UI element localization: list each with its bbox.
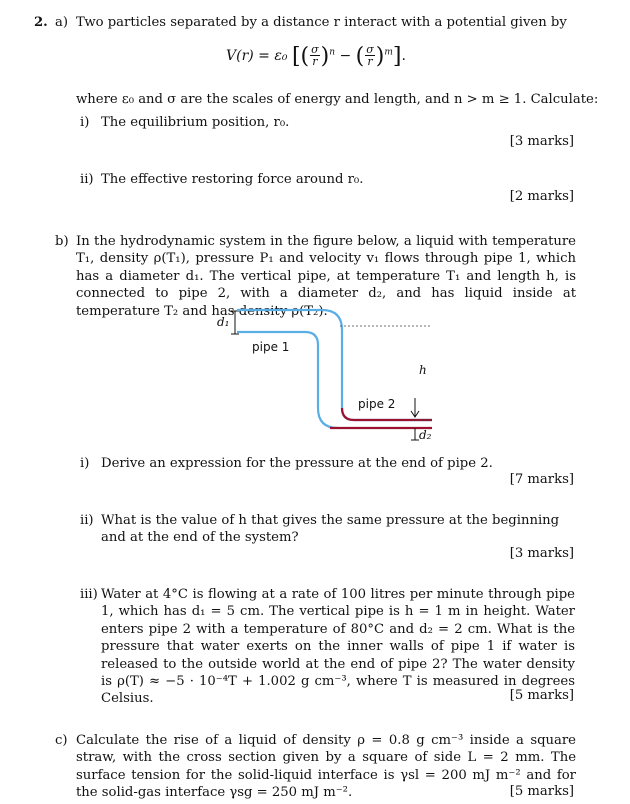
part-a-ii-text: The effective restoring force around r₀. — [101, 172, 364, 187]
part-b-iii-label: iii) — [80, 587, 98, 602]
part-b-ii-text: What is the value of h that gives the same pressure at the beginning and at the end of the system? — [101, 513, 560, 546]
potential-formula: V(r) = ε₀ [( $\frac{\sigma}{r}$ )$^n$ − ( $\frac{\sigma}{r}$ )$^m$]. — [226, 43, 406, 69]
part-a-i-label: i) — [80, 115, 90, 130]
part-b-iii-text: Water at 4°C is flowing at a rate of 100 litres per minute through pipe 1, which has d₁ = 5 cm. The vertical pipe is h = 1 m in height. Water enters pipe 2 with a temperature of 80°C and d₂ = 2 cm. What is the pressure that water exerts on the inner walls of pipe 1 if water is released to the outside world at the end of pipe 2? The water density is ρ(T) ≈ −5 · 10⁻⁴T + 1.002 g cm⁻³, where T is measured in degrees Celsius. — [101, 587, 575, 707]
part-b-ii-marks: [3 marks] — [509, 546, 574, 561]
part-b-iii-marks: [5 marks] — [509, 688, 574, 703]
label-d1: d₁ — [217, 315, 230, 329]
part-a-ii-label: ii) — [80, 172, 94, 187]
formula-frac-2: $\frac{\sigma}{r}$ — [366, 43, 374, 68]
part-a-i-text: The equilibrium position, r₀. — [101, 115, 290, 130]
label-pipe-2: pipe 2 — [358, 397, 396, 411]
pipe-1-top-wall — [237, 310, 432, 420]
part-b-i-label: i) — [80, 456, 90, 471]
part-b-i-marks: [7 marks] — [509, 472, 574, 487]
part-c-marks: [5 marks] — [509, 784, 574, 799]
label-d2: d₂ — [419, 428, 432, 442]
part-a-label: a) — [55, 15, 69, 30]
part-b-label: b) — [55, 234, 69, 249]
part-c-label: c) — [55, 733, 68, 748]
label-h: h — [419, 363, 427, 377]
formula-lhs: V(r) = ε₀ — [226, 48, 288, 64]
part-a-ii-marks: [2 marks] — [509, 189, 574, 204]
part-a-intro: Two particles separated by a distance r interact with a potential given by — [76, 15, 567, 30]
part-b-ii-label: ii) — [80, 513, 94, 528]
d1-bracket — [231, 311, 239, 334]
part-b-i-text: Derive an expression for the pressure at the end of pipe 2. — [101, 456, 493, 471]
part-c-text: Calculate the rise of a liquid of density ρ = 0.8 g cm⁻³ inside a square straw, with the cross section given by a square of side L = 2 mm. The surface tension for the solid-liquid interface is γsl = 200 mJ m⁻² and for the solid-gas interface γsg = 250 mJ m⁻². — [76, 733, 576, 801]
part-b-text: In the hydrodynamic system in the figure below, a liquid with temperature T₁, density ρ(T₁), pressure P₁ and velocity v₁ flows through pipe 1, which has a diameter d₁. The vertical pipe, at temperature T₁ and length h, is connected to pipe 2, with a diameter d₂, and has liquid inside at temperature T₂ and has density ρ(T₂). — [76, 234, 576, 319]
formula-frac-1: $\frac{\sigma}{r}$ — [311, 43, 319, 68]
d2-bracket — [411, 428, 419, 440]
part-a-where: where ε₀ and σ are the scales of energy and length, and n > m ≥ 1. Calculate: — [76, 92, 599, 107]
question-number: 2. — [34, 15, 48, 30]
part-a-i-marks: [3 marks] — [509, 134, 574, 149]
label-pipe-1: pipe 1 — [252, 340, 290, 354]
